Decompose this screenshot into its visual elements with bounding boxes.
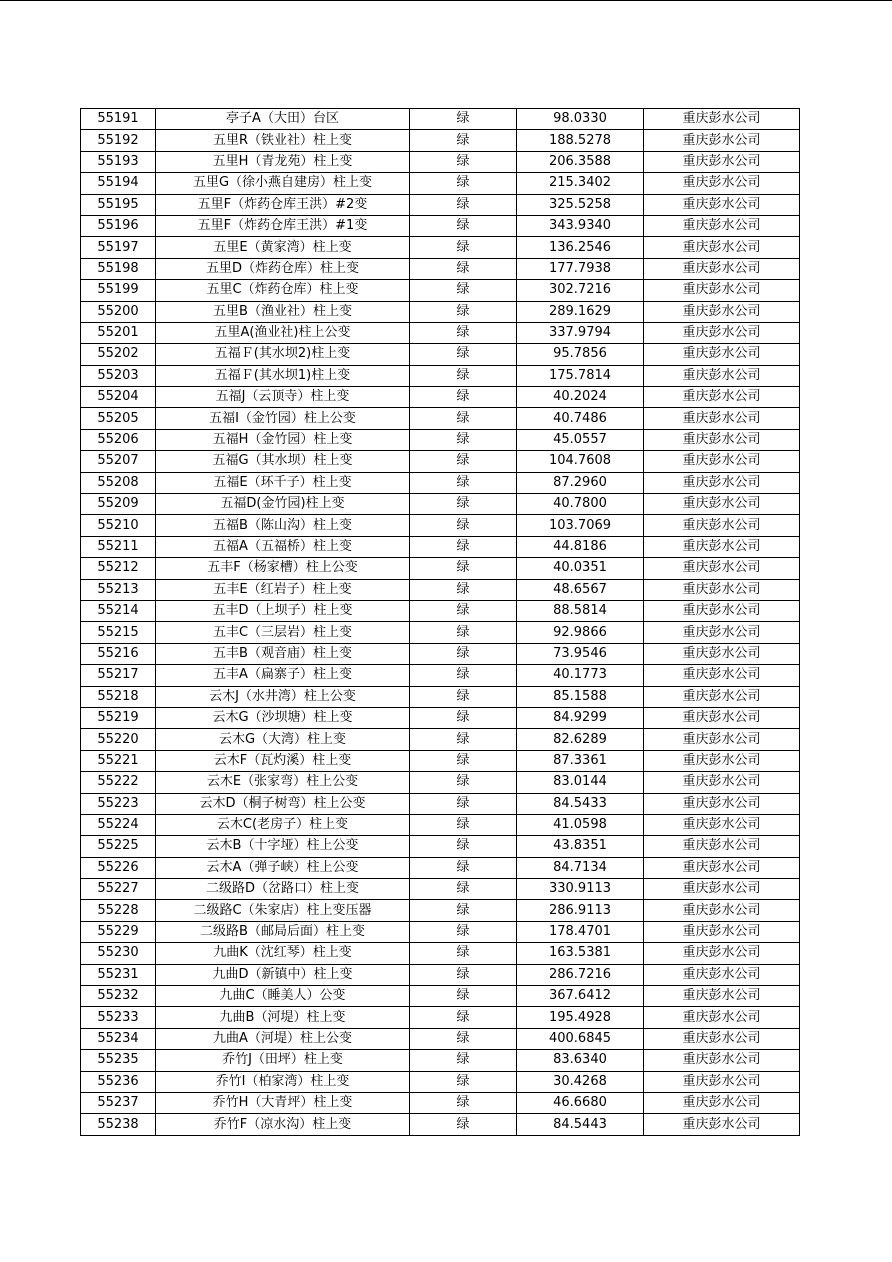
station-name-cell: 乔竹J（田坪）柱上变 xyxy=(156,1050,410,1071)
station-name-cell: 云木D（桐子树弯）柱上公变 xyxy=(156,793,410,814)
status-cell: 绿 xyxy=(410,1114,517,1135)
company-cell: 重庆彭水公司 xyxy=(644,665,800,686)
table-row xyxy=(81,194,800,215)
station-name-cell: 云木G（沙坝塘）柱上变 xyxy=(156,707,410,728)
station-name-cell: 云木A（弹子峡）柱上公变 xyxy=(156,857,410,878)
company-cell: 重庆彭水公司 xyxy=(644,494,800,515)
status-cell: 绿 xyxy=(410,686,517,707)
station-name-cell: 五里F（炸药仓库王洪）#1变 xyxy=(156,215,410,236)
row-id-cell: 55215 xyxy=(81,622,156,643)
value-cell: 30.4268 xyxy=(517,1071,644,1092)
table-row xyxy=(81,643,800,664)
status-cell: 绿 xyxy=(410,964,517,985)
row-id-cell: 55213 xyxy=(81,579,156,600)
value-cell: 400.6845 xyxy=(517,1028,644,1049)
company-cell: 重庆彭水公司 xyxy=(644,1071,800,1092)
table-row xyxy=(81,964,800,985)
table-row xyxy=(81,900,800,921)
row-id-cell: 55206 xyxy=(81,429,156,450)
row-id-cell: 55209 xyxy=(81,494,156,515)
value-cell: 343.9340 xyxy=(517,215,644,236)
table-row xyxy=(81,600,800,621)
status-cell: 绿 xyxy=(410,707,517,728)
station-name-cell: 五里H（青龙苑）柱上变 xyxy=(156,151,410,172)
table-row xyxy=(81,472,800,493)
company-cell: 重庆彭水公司 xyxy=(644,173,800,194)
row-id-cell: 55201 xyxy=(81,322,156,343)
value-cell: 87.2960 xyxy=(517,472,644,493)
value-cell: 40.1773 xyxy=(517,665,644,686)
status-cell: 绿 xyxy=(410,215,517,236)
row-id-cell: 55236 xyxy=(81,1071,156,1092)
table-row xyxy=(81,515,800,536)
status-cell: 绿 xyxy=(410,729,517,750)
value-cell: 104.7608 xyxy=(517,451,644,472)
station-name-cell: 云木F（瓦灼溪）柱上变 xyxy=(156,750,410,771)
station-name-cell: 五福J（云顶寺）柱上变 xyxy=(156,387,410,408)
row-id-cell: 55224 xyxy=(81,814,156,835)
value-cell: 41.0598 xyxy=(517,814,644,835)
station-name-cell: 五福D(金竹园)柱上变 xyxy=(156,494,410,515)
value-cell: 40.2024 xyxy=(517,387,644,408)
table-row xyxy=(81,258,800,279)
value-cell: 87.3361 xyxy=(517,750,644,771)
company-cell: 重庆彭水公司 xyxy=(644,258,800,279)
company-cell: 重庆彭水公司 xyxy=(644,836,800,857)
value-cell: 178.4701 xyxy=(517,921,644,942)
table-row xyxy=(81,665,800,686)
value-cell: 330.9113 xyxy=(517,879,644,900)
status-cell: 绿 xyxy=(410,643,517,664)
value-cell: 45.0557 xyxy=(517,429,644,450)
row-id-cell: 55221 xyxy=(81,750,156,771)
table-row xyxy=(81,1028,800,1049)
row-id-cell: 55192 xyxy=(81,130,156,151)
table-row xyxy=(81,921,800,942)
company-cell: 重庆彭水公司 xyxy=(644,237,800,258)
value-cell: 195.4928 xyxy=(517,1007,644,1028)
company-cell: 重庆彭水公司 xyxy=(644,707,800,728)
table-row xyxy=(81,836,800,857)
company-cell: 重庆彭水公司 xyxy=(644,879,800,900)
company-cell: 重庆彭水公司 xyxy=(644,472,800,493)
row-id-cell: 55233 xyxy=(81,1007,156,1028)
row-id-cell: 55238 xyxy=(81,1114,156,1135)
status-cell: 绿 xyxy=(410,921,517,942)
company-cell: 重庆彭水公司 xyxy=(644,536,800,557)
company-cell: 重庆彭水公司 xyxy=(644,301,800,322)
company-cell: 重庆彭水公司 xyxy=(644,151,800,172)
value-cell: 83.0144 xyxy=(517,772,644,793)
company-cell: 重庆彭水公司 xyxy=(644,515,800,536)
row-id-cell: 55205 xyxy=(81,408,156,429)
station-name-cell: 五福Ｆ(其水坝2)柱上变 xyxy=(156,344,410,365)
status-cell: 绿 xyxy=(410,280,517,301)
row-id-cell: 55211 xyxy=(81,536,156,557)
station-name-cell: 云木J（水井湾）柱上公变 xyxy=(156,686,410,707)
table-row xyxy=(81,387,800,408)
station-name-cell: 云木C(老房子）柱上变 xyxy=(156,814,410,835)
value-cell: 73.9546 xyxy=(517,643,644,664)
station-name-cell: 乔竹I（柏家湾）柱上变 xyxy=(156,1071,410,1092)
row-id-cell: 55197 xyxy=(81,237,156,258)
row-id-cell: 55234 xyxy=(81,1028,156,1049)
status-cell: 绿 xyxy=(410,472,517,493)
row-id-cell: 55202 xyxy=(81,344,156,365)
company-cell: 重庆彭水公司 xyxy=(644,579,800,600)
company-cell: 重庆彭水公司 xyxy=(644,1114,800,1135)
station-name-cell: 五福Ｆ(其水坝1)柱上变 xyxy=(156,365,410,386)
company-cell: 重庆彭水公司 xyxy=(644,215,800,236)
status-cell: 绿 xyxy=(410,237,517,258)
station-name-cell: 五丰F（杨家槽）柱上公变 xyxy=(156,558,410,579)
station-name-cell: 九曲K（沈红琴）柱上变 xyxy=(156,943,410,964)
company-cell: 重庆彭水公司 xyxy=(644,729,800,750)
company-cell: 重庆彭水公司 xyxy=(644,814,800,835)
company-cell: 重庆彭水公司 xyxy=(644,900,800,921)
status-cell: 绿 xyxy=(410,194,517,215)
value-cell: 83.6340 xyxy=(517,1050,644,1071)
table-row xyxy=(81,793,800,814)
station-name-cell: 云木G（大湾）柱上变 xyxy=(156,729,410,750)
value-cell: 43.8351 xyxy=(517,836,644,857)
company-cell: 重庆彭水公司 xyxy=(644,772,800,793)
table-row xyxy=(81,151,800,172)
row-id-cell: 55191 xyxy=(81,109,156,130)
value-cell: 286.7216 xyxy=(517,964,644,985)
value-cell: 44.8186 xyxy=(517,536,644,557)
value-cell: 88.5814 xyxy=(517,600,644,621)
value-cell: 136.2546 xyxy=(517,237,644,258)
company-cell: 重庆彭水公司 xyxy=(644,344,800,365)
row-id-cell: 55198 xyxy=(81,258,156,279)
value-cell: 95.7856 xyxy=(517,344,644,365)
table-row xyxy=(81,451,800,472)
status-cell: 绿 xyxy=(410,600,517,621)
company-cell: 重庆彭水公司 xyxy=(644,194,800,215)
company-cell: 重庆彭水公司 xyxy=(644,1050,800,1071)
row-id-cell: 55232 xyxy=(81,986,156,1007)
station-name-cell: 九曲C（睡美人）公变 xyxy=(156,986,410,1007)
table-row xyxy=(81,579,800,600)
value-cell: 325.5258 xyxy=(517,194,644,215)
value-cell: 163.5381 xyxy=(517,943,644,964)
table-row xyxy=(81,130,800,151)
station-name-cell: 五丰E（红岩子）柱上变 xyxy=(156,579,410,600)
table-row xyxy=(81,558,800,579)
status-cell: 绿 xyxy=(410,793,517,814)
station-name-cell: 五福E（环千子）柱上变 xyxy=(156,472,410,493)
table-row xyxy=(81,1092,800,1113)
company-cell: 重庆彭水公司 xyxy=(644,943,800,964)
row-id-cell: 55222 xyxy=(81,772,156,793)
company-cell: 重庆彭水公司 xyxy=(644,857,800,878)
row-id-cell: 55216 xyxy=(81,643,156,664)
value-cell: 188.5278 xyxy=(517,130,644,151)
station-name-cell: 乔竹F（凉水沟）柱上变 xyxy=(156,1114,410,1135)
status-cell: 绿 xyxy=(410,173,517,194)
status-cell: 绿 xyxy=(410,943,517,964)
status-cell: 绿 xyxy=(410,429,517,450)
table-row xyxy=(81,494,800,515)
station-name-cell: 五福B（陈山沟）柱上变 xyxy=(156,515,410,536)
station-name-cell: 二级路C（朱家店）柱上变压器 xyxy=(156,900,410,921)
company-cell: 重庆彭水公司 xyxy=(644,622,800,643)
row-id-cell: 55219 xyxy=(81,707,156,728)
value-cell: 46.6680 xyxy=(517,1092,644,1113)
station-name-cell: 云木B（十字垭）柱上公变 xyxy=(156,836,410,857)
row-id-cell: 55208 xyxy=(81,472,156,493)
value-cell: 82.6289 xyxy=(517,729,644,750)
status-cell: 绿 xyxy=(410,451,517,472)
status-cell: 绿 xyxy=(410,494,517,515)
station-name-cell: 二级路D（岔路口）柱上变 xyxy=(156,879,410,900)
row-id-cell: 55207 xyxy=(81,451,156,472)
value-cell: 206.3588 xyxy=(517,151,644,172)
table-row xyxy=(81,280,800,301)
row-id-cell: 55195 xyxy=(81,194,156,215)
station-name-cell: 五福H（金竹园）柱上变 xyxy=(156,429,410,450)
table-row xyxy=(81,622,800,643)
status-cell: 绿 xyxy=(410,130,517,151)
table-row xyxy=(81,750,800,771)
value-cell: 85.1588 xyxy=(517,686,644,707)
station-name-cell: 五丰B（观音庙）柱上变 xyxy=(156,643,410,664)
station-name-cell: 五里E（黄家湾）柱上变 xyxy=(156,237,410,258)
station-name-cell: 五里G（徐小燕自建房）柱上变 xyxy=(156,173,410,194)
table-row xyxy=(81,365,800,386)
station-name-cell: 五里F（炸药仓库王洪）#2变 xyxy=(156,194,410,215)
transformer-table xyxy=(80,108,800,1136)
row-id-cell: 55228 xyxy=(81,900,156,921)
row-id-cell: 55227 xyxy=(81,879,156,900)
status-cell: 绿 xyxy=(410,1028,517,1049)
row-id-cell: 55218 xyxy=(81,686,156,707)
status-cell: 绿 xyxy=(410,1071,517,1092)
table-row xyxy=(81,429,800,450)
company-cell: 重庆彭水公司 xyxy=(644,793,800,814)
row-id-cell: 55220 xyxy=(81,729,156,750)
status-cell: 绿 xyxy=(410,322,517,343)
station-name-cell: 九曲D（新镇中）柱上变 xyxy=(156,964,410,985)
page-top-rule xyxy=(0,0,892,1)
table-row xyxy=(81,686,800,707)
value-cell: 302.7216 xyxy=(517,280,644,301)
row-id-cell: 55200 xyxy=(81,301,156,322)
company-cell: 重庆彭水公司 xyxy=(644,986,800,1007)
station-name-cell: 五里A(渔业社)柱上公变 xyxy=(156,322,410,343)
company-cell: 重庆彭水公司 xyxy=(644,322,800,343)
value-cell: 92.9866 xyxy=(517,622,644,643)
table-row xyxy=(81,173,800,194)
company-cell: 重庆彭水公司 xyxy=(644,686,800,707)
table-row xyxy=(81,237,800,258)
row-id-cell: 55237 xyxy=(81,1092,156,1113)
status-cell: 绿 xyxy=(410,622,517,643)
table-row xyxy=(81,943,800,964)
station-name-cell: 乔竹H（大青坪）柱上变 xyxy=(156,1092,410,1113)
row-id-cell: 55199 xyxy=(81,280,156,301)
row-id-cell: 55212 xyxy=(81,558,156,579)
value-cell: 40.7486 xyxy=(517,408,644,429)
station-name-cell: 五里D（炸药仓库）柱上变 xyxy=(156,258,410,279)
status-cell: 绿 xyxy=(410,1050,517,1071)
company-cell: 重庆彭水公司 xyxy=(644,130,800,151)
value-cell: 40.0351 xyxy=(517,558,644,579)
row-id-cell: 55229 xyxy=(81,921,156,942)
value-cell: 175.7814 xyxy=(517,365,644,386)
status-cell: 绿 xyxy=(410,1092,517,1113)
status-cell: 绿 xyxy=(410,836,517,857)
status-cell: 绿 xyxy=(410,665,517,686)
station-name-cell: 五福A（五福桥）柱上变 xyxy=(156,536,410,557)
status-cell: 绿 xyxy=(410,750,517,771)
table-row xyxy=(81,301,800,322)
station-name-cell: 五丰C（三层岩）柱上变 xyxy=(156,622,410,643)
status-cell: 绿 xyxy=(410,579,517,600)
status-cell: 绿 xyxy=(410,408,517,429)
status-cell: 绿 xyxy=(410,986,517,1007)
row-id-cell: 55225 xyxy=(81,836,156,857)
table-row xyxy=(81,1007,800,1028)
value-cell: 286.9113 xyxy=(517,900,644,921)
table-row xyxy=(81,1114,800,1135)
status-cell: 绿 xyxy=(410,814,517,835)
value-cell: 177.7938 xyxy=(517,258,644,279)
value-cell: 337.9794 xyxy=(517,322,644,343)
station-name-cell: 二级路B（邮局后面）柱上变 xyxy=(156,921,410,942)
station-name-cell: 云木E（张家弯）柱上公变 xyxy=(156,772,410,793)
row-id-cell: 55230 xyxy=(81,943,156,964)
row-id-cell: 55204 xyxy=(81,387,156,408)
status-cell: 绿 xyxy=(410,879,517,900)
row-id-cell: 55194 xyxy=(81,173,156,194)
row-id-cell: 55210 xyxy=(81,515,156,536)
station-name-cell: 五里B（渔业社）柱上变 xyxy=(156,301,410,322)
station-name-cell: 五里R（铁业社）柱上变 xyxy=(156,130,410,151)
company-cell: 重庆彭水公司 xyxy=(644,750,800,771)
row-id-cell: 55226 xyxy=(81,857,156,878)
status-cell: 绿 xyxy=(410,1007,517,1028)
station-name-cell: 五福G（其水坝）柱上变 xyxy=(156,451,410,472)
value-cell: 84.5433 xyxy=(517,793,644,814)
table-row xyxy=(81,322,800,343)
station-name-cell: 九曲B（河堤）柱上变 xyxy=(156,1007,410,1028)
status-cell: 绿 xyxy=(410,515,517,536)
row-id-cell: 55203 xyxy=(81,365,156,386)
station-name-cell: 五丰D（上坝子）柱上变 xyxy=(156,600,410,621)
company-cell: 重庆彭水公司 xyxy=(644,387,800,408)
table-row xyxy=(81,344,800,365)
table-row xyxy=(81,814,800,835)
company-cell: 重庆彭水公司 xyxy=(644,365,800,386)
status-cell: 绿 xyxy=(410,258,517,279)
station-name-cell: 五丰A（扁寨子）柱上变 xyxy=(156,665,410,686)
table-row xyxy=(81,729,800,750)
table-row xyxy=(81,707,800,728)
row-id-cell: 55196 xyxy=(81,215,156,236)
status-cell: 绿 xyxy=(410,900,517,921)
table-row xyxy=(81,215,800,236)
row-id-cell: 55235 xyxy=(81,1050,156,1071)
table-row xyxy=(81,536,800,557)
status-cell: 绿 xyxy=(410,558,517,579)
table-row xyxy=(81,1050,800,1071)
table-row xyxy=(81,986,800,1007)
company-cell: 重庆彭水公司 xyxy=(644,1092,800,1113)
table-row xyxy=(81,857,800,878)
station-name-cell: 九曲A（河堤）柱上公变 xyxy=(156,1028,410,1049)
status-cell: 绿 xyxy=(410,857,517,878)
company-cell: 重庆彭水公司 xyxy=(644,429,800,450)
value-cell: 84.9299 xyxy=(517,707,644,728)
status-cell: 绿 xyxy=(410,772,517,793)
value-cell: 84.7134 xyxy=(517,857,644,878)
table-row xyxy=(81,1071,800,1092)
value-cell: 84.5443 xyxy=(517,1114,644,1135)
value-cell: 367.6412 xyxy=(517,986,644,1007)
status-cell: 绿 xyxy=(410,344,517,365)
station-name-cell: 亭子A（大田）台区 xyxy=(156,109,410,130)
company-cell: 重庆彭水公司 xyxy=(644,451,800,472)
station-name-cell: 五福I（金竹园）柱上公变 xyxy=(156,408,410,429)
station-name-cell: 五里C（炸药仓库）柱上变 xyxy=(156,280,410,301)
company-cell: 重庆彭水公司 xyxy=(644,1007,800,1028)
status-cell: 绿 xyxy=(410,536,517,557)
value-cell: 289.1629 xyxy=(517,301,644,322)
status-cell: 绿 xyxy=(410,365,517,386)
value-cell: 40.7800 xyxy=(517,494,644,515)
table-row xyxy=(81,408,800,429)
company-cell: 重庆彭水公司 xyxy=(644,109,800,130)
company-cell: 重庆彭水公司 xyxy=(644,643,800,664)
company-cell: 重庆彭水公司 xyxy=(644,964,800,985)
status-cell: 绿 xyxy=(410,301,517,322)
row-id-cell: 55223 xyxy=(81,793,156,814)
value-cell: 98.0330 xyxy=(517,109,644,130)
row-id-cell: 55193 xyxy=(81,151,156,172)
status-cell: 绿 xyxy=(410,151,517,172)
company-cell: 重庆彭水公司 xyxy=(644,1028,800,1049)
value-cell: 103.7069 xyxy=(517,515,644,536)
status-cell: 绿 xyxy=(410,387,517,408)
table-row xyxy=(81,109,800,130)
company-cell: 重庆彭水公司 xyxy=(644,408,800,429)
company-cell: 重庆彭水公司 xyxy=(644,558,800,579)
row-id-cell: 55231 xyxy=(81,964,156,985)
table-body xyxy=(81,109,800,1136)
table-row xyxy=(81,879,800,900)
table-row xyxy=(81,772,800,793)
company-cell: 重庆彭水公司 xyxy=(644,600,800,621)
status-cell: 绿 xyxy=(410,109,517,130)
company-cell: 重庆彭水公司 xyxy=(644,921,800,942)
company-cell: 重庆彭水公司 xyxy=(644,280,800,301)
row-id-cell: 55217 xyxy=(81,665,156,686)
value-cell: 215.3402 xyxy=(517,173,644,194)
value-cell: 48.6567 xyxy=(517,579,644,600)
row-id-cell: 55214 xyxy=(81,600,156,621)
